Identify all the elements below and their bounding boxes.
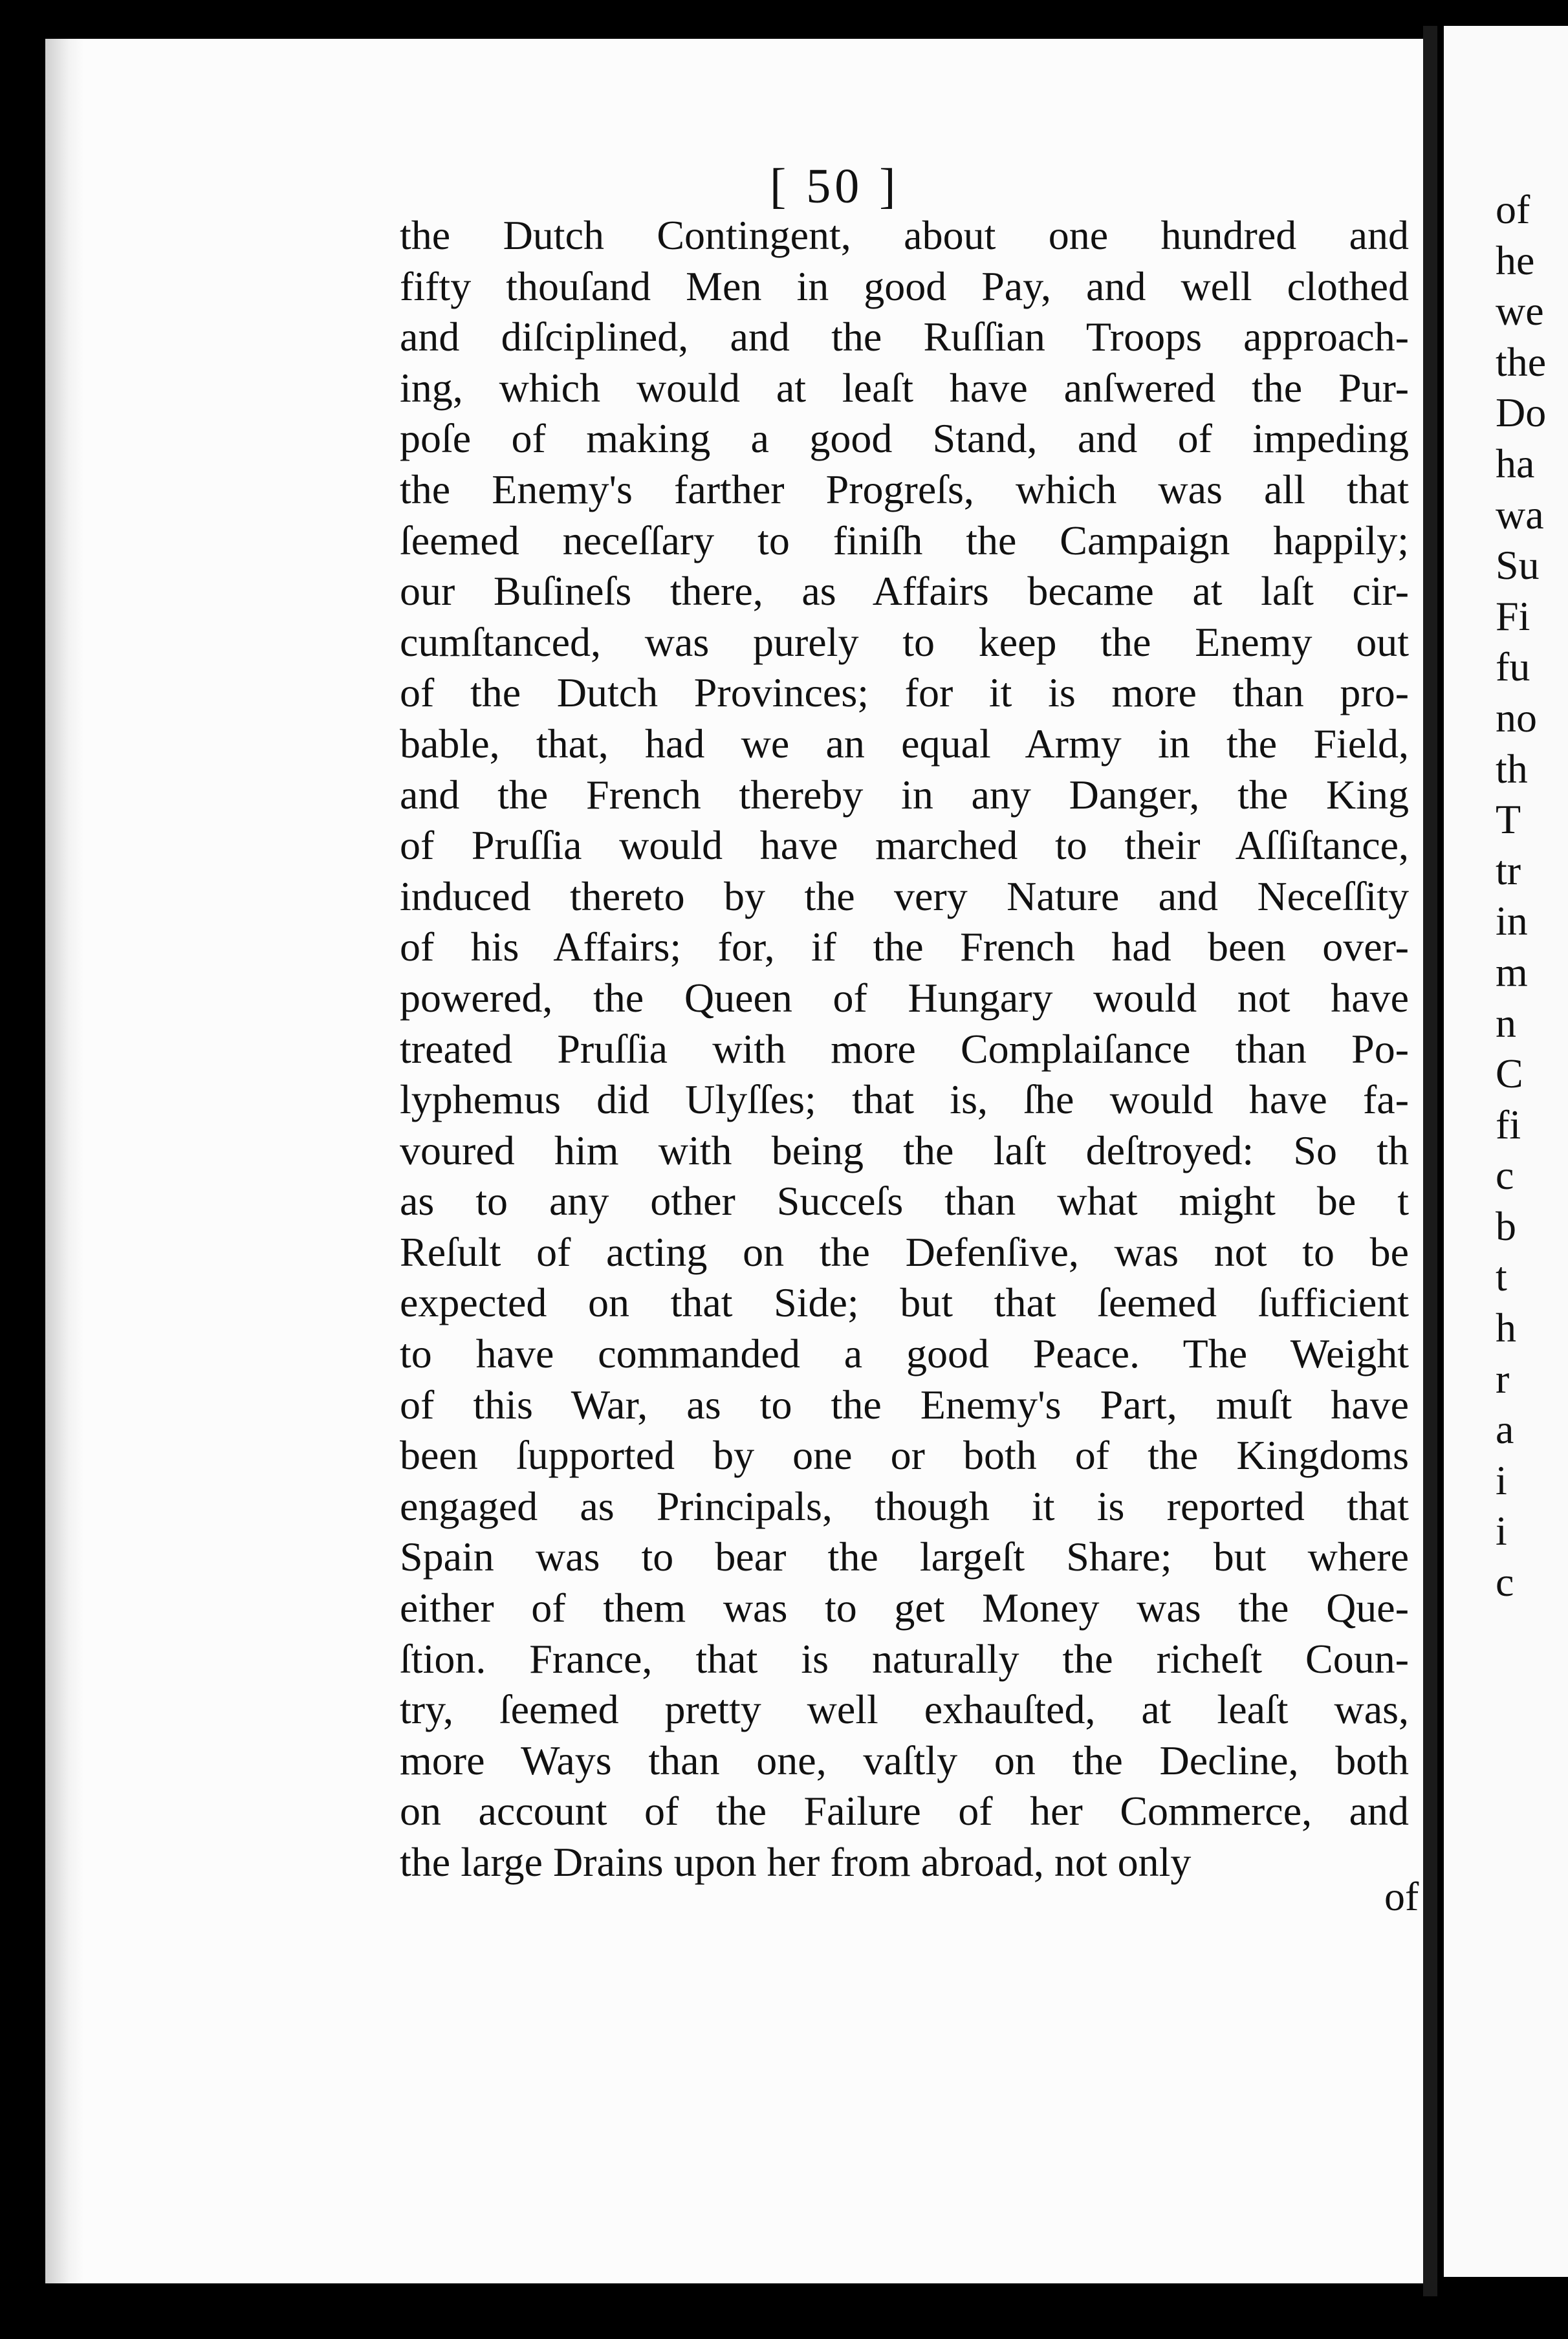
text-line: engaged as Principals, though it is reported that — [400, 1483, 1409, 1529]
fragment: Do — [1496, 389, 1547, 436]
fragment: C — [1496, 1050, 1523, 1097]
text-line: expected on that Side; but that ſeemed ſufficient — [400, 1279, 1409, 1326]
text-line: of this War, as to the Enemy's Part, muſt have — [400, 1381, 1409, 1428]
fragment: he — [1496, 237, 1535, 283]
fragment: wa — [1496, 491, 1544, 538]
text-line: our Buſineſs there, as Affairs became at laſt cir- — [400, 568, 1409, 615]
text-line: voured him with being the laſt deſtroyed: So th — [400, 1127, 1409, 1173]
fragment: a — [1496, 1406, 1514, 1453]
text-line: Spain was to bear the largeſt Share; but where — [400, 1534, 1409, 1580]
text-line: ſtion. France, that is naturally the richeſt Coun- — [400, 1635, 1409, 1682]
text-line: cumſtanced, was purely to keep the Enemy out — [400, 618, 1409, 665]
catchword: of — [1384, 1873, 1419, 1919]
fragment: the — [1496, 338, 1547, 385]
fragment: in — [1496, 898, 1528, 944]
text-line: fifty thouſand Men in good Pay, and well clothed — [400, 263, 1409, 309]
text-line: of his Affairs; for, if the French had been over- — [400, 924, 1409, 970]
text-line: ing, which would at leaſt have anſwered the Pur- — [400, 364, 1409, 411]
fragment: r — [1496, 1355, 1510, 1402]
fragment: i — [1496, 1508, 1507, 1554]
text-line: been ſupported by one or both of the Kingdoms — [400, 1432, 1409, 1479]
page-number-header: [ 50 ] — [770, 159, 900, 213]
facing-page-fragments — [1496, 184, 1546, 1608]
text-line: induced thereto by the very Nature and Neceſſity — [400, 873, 1409, 919]
text-line: treated Pruſſia with more Complaiſance than Po- — [400, 1025, 1409, 1072]
text-line: lyphemus did Ulyſſes; that is, ſhe would have fa- — [400, 1076, 1409, 1123]
fragment: h — [1496, 1305, 1516, 1351]
fragment: Fi — [1496, 593, 1530, 639]
fragment: ha — [1496, 440, 1535, 486]
fragment: i — [1496, 1457, 1507, 1503]
fragment: th — [1496, 745, 1528, 792]
text-line: ſeemed neceſſary to finiſh the Campaign happily; — [400, 517, 1409, 563]
book-gutter — [1423, 26, 1437, 2296]
fragment: we — [1496, 288, 1544, 334]
text-line: either of them was to get Money was the Que- — [400, 1585, 1409, 1631]
text-line: and the French thereby in any Danger, the King — [400, 771, 1409, 818]
text-line: the Enemy's farther Progreſs, which was all that — [400, 466, 1409, 512]
text-line: poſe of making a good Stand, and of impeding — [400, 415, 1409, 462]
text-line: powered, the Queen of Hungary would not have — [400, 974, 1409, 1021]
text-line: bable, that, had we an equal Army in the Field, — [400, 720, 1409, 767]
text-line: Reſult of acting on the Defenſive, was not to be — [400, 1228, 1409, 1275]
text-line: of the Dutch Provinces; for it is more than pro- — [400, 669, 1409, 716]
fragment: Su — [1496, 542, 1540, 589]
fragment: fu — [1496, 644, 1530, 690]
fragment: b — [1496, 1202, 1516, 1249]
text-line: try, ſeemed pretty well exhauſted, at leaſt was, — [400, 1686, 1409, 1733]
text-line: on account of the Failure of her Commerce, and — [400, 1788, 1409, 1834]
text-line: more Ways than one, vaſtly on the Decline, both — [400, 1737, 1409, 1783]
text-line: and diſciplined, and the Ruſſian Troops approach- — [400, 314, 1409, 360]
fragment: m — [1496, 948, 1528, 995]
text-line: of Pruſſia would have marched to their Aſſiſtance, — [400, 822, 1409, 869]
fragment: c — [1496, 1559, 1514, 1605]
fragment: T — [1496, 796, 1521, 843]
text-line: the Dutch Contingent, about one hundred and — [400, 212, 1409, 258]
body-text — [400, 210, 1409, 1888]
fragment: no — [1496, 694, 1537, 741]
fragment: c — [1496, 1152, 1514, 1199]
text-line: to have commanded a good Peace. The Weight — [400, 1331, 1409, 1377]
text-line: as to any other Succeſs than what might be t — [400, 1178, 1409, 1224]
fragment: tr — [1496, 847, 1521, 893]
text-line: the large Drains upon her from abroad, not only — [400, 1839, 1192, 1885]
fragment: n — [1496, 999, 1516, 1046]
fragment: t — [1496, 1254, 1507, 1300]
fragment: of — [1496, 186, 1530, 232]
fragment: fi — [1496, 1101, 1521, 1148]
